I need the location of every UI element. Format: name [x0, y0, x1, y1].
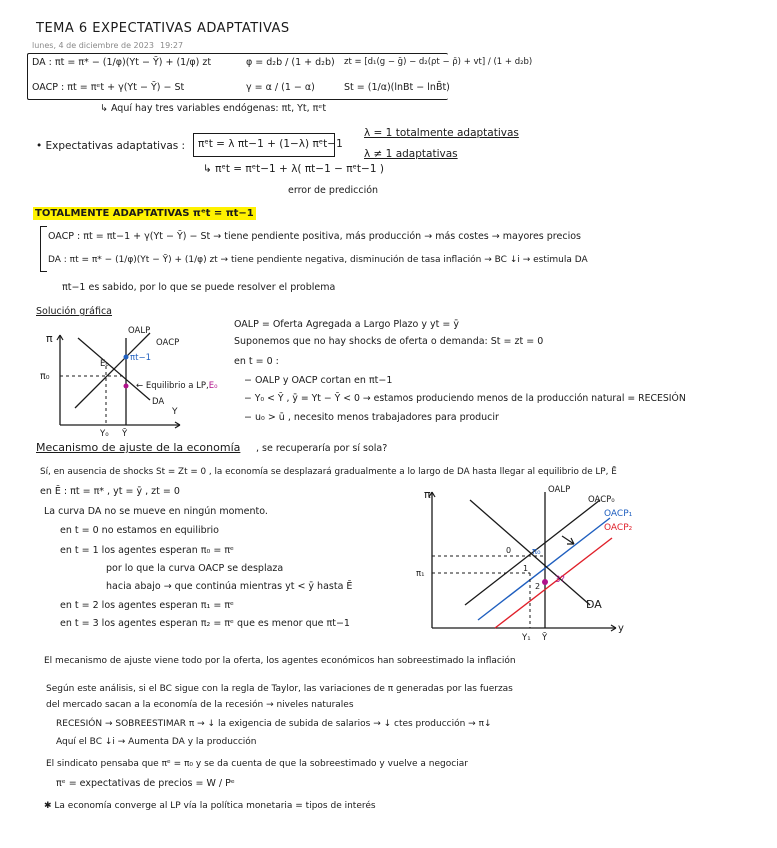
mechanism-t1c: hacia abajo → que continúa mientras yt < ȳ hasta Ē: [106, 581, 353, 592]
graph1-oacp-label: OACP: [156, 338, 180, 348]
da-equation: DA : πt = π* − (1/φ)(Yt − Ȳ) + (1/φ) zt: [32, 57, 212, 68]
graph2-da-line: [470, 500, 590, 605]
s-definition: St = (1/α)(lnBt − lnB̄t): [344, 82, 450, 93]
lambda-not-one: λ ≠ 1 adaptativas: [364, 148, 458, 160]
expectations-rewrite: ↳ πᵉt = πᵉt−1 + λ( πt−1 − πᵉt−1 ): [203, 163, 384, 175]
conclusion-2: Según este análisis, si el BC sigue con la regla de Taylor, las variaciones de π generadas por las fuerzas: [46, 684, 513, 694]
bullet-recession: − Y₀ < Ȳ , ȳ = Yt − Ȳ < 0 → estamos produciendo menos de la producción natural = RECESIÓN: [244, 393, 686, 404]
graph2-ybar-label: Ȳ: [542, 633, 548, 643]
graph1-equilibrium-label: ← Equilibrio a LP,E₀: [136, 381, 218, 391]
graph1-e0-label: E₀: [100, 359, 109, 369]
lambda-one: λ = 1 totalmente adaptativas: [364, 127, 519, 139]
page-title: TEMA 6 EXPECTATIVAS ADAPTATIVAS: [36, 21, 290, 36]
mechanism-t2: en t = 2 los agentes esperan π₁ = πᵉ: [60, 600, 234, 611]
graph2-oacp2-label: OACP₂: [604, 523, 633, 533]
graph2-shift-arrow: [562, 536, 574, 544]
graph1-pi-label: π: [46, 332, 53, 345]
graph2-point3-label: 3?: [555, 575, 565, 585]
oacp-equation: OACP : πt = πᵉt + γ(Yt − Ȳ) − St: [32, 82, 185, 93]
graph2-oacp2-line: [495, 538, 612, 628]
t0-label: en t = 0 :: [234, 356, 279, 367]
conclusion-4: RECESIÓN → SOBREESTIMAR π → ↓ la exigencia de subida de salarios → ↓ ctes producción → π↓: [56, 719, 492, 729]
phi-definition: φ = d₂b / (1 + d₂b): [246, 57, 335, 68]
graph2-pi1-label: π₁: [416, 569, 425, 579]
mechanism-t1b: por lo que la curva OACP se desplaza: [106, 563, 284, 574]
graph2-y1-label: Y₁: [522, 633, 531, 643]
mechanism-line2: en Ē : πt = π* , yt = ȳ , zt = 0: [40, 486, 180, 497]
graph1-pit1-label: πt−1: [130, 353, 151, 363]
graph2-point2-label: 2: [535, 582, 541, 591]
graph2-pi0-label: π₀: [532, 547, 541, 557]
graph1-da-label: DA: [152, 397, 165, 407]
mechanism-t3: en t = 3 los agentes esperan π₂ = πᵉ que es menor que πt−1: [60, 618, 350, 629]
da-slope-text: DA : πt = π* − (1/φ)(Yt − Ȳ) + (1/φ) zt → tiene pendiente negativa, disminución de tasa inflación → BC ↓i → estimula DA: [48, 255, 588, 265]
conclusion-1: El mecanismo de ajuste viene todo por la oferta, los agentes económicos han sobreestimado la inflación: [44, 656, 516, 666]
z-definition: zt = [d₁(g − ḡ) − d₂(ρt − ρ̄) + vt] / (1 + d₂b): [344, 57, 533, 67]
graph2-point0-label: 0: [506, 546, 512, 555]
oalp-definition: OALP = Oferta Agregada a Largo Plazo y yt = ȳ: [234, 319, 459, 330]
conclusion-5: Aquí el BC ↓i → Aumenta DA y la producción: [56, 737, 257, 747]
mechanism-question: , se recuperaría por sí sola?: [256, 443, 388, 454]
page-time: 19:27: [160, 41, 184, 50]
conclusion-3: del mercado sacan a la economía de la recesión → niveles naturales: [46, 700, 354, 710]
graph2-point1-label: 1: [523, 564, 529, 573]
graph1-ybar-label: Ȳ: [122, 429, 128, 439]
gamma-definition: γ = α / (1 − α): [246, 82, 315, 93]
graph1-pit1-point: [124, 355, 129, 360]
graph2-point-3: [542, 579, 548, 585]
known-inflation-note: πt−1 es sabido, por lo que se puede resolver el problema: [62, 282, 336, 293]
mechanism-t1: en t = 1 los agentes esperan π₀ = πᵉ: [60, 545, 234, 556]
graph1-pi0-label: π₀: [40, 371, 50, 382]
graph1-y-label: Y: [172, 407, 178, 417]
expectations-formula: πᵉt = λ πt−1 + (1−λ) πᵉt−1: [198, 138, 343, 150]
conclusion-8: ✱ La economía converge al LP vía la política monetaria = tipos de interés: [44, 801, 376, 811]
conclusion-6: El sindicato pensaba que πᵉ = π₀ y se da cuenta de que la sobreestimado y vuelve a negociar: [46, 759, 468, 769]
no-shocks-assumption: Suponemos que no hay shocks de oferta o demanda: St = zt = 0: [234, 336, 544, 347]
graph2-pi-label: π: [424, 488, 431, 501]
oacp-slope-text: OACP : πt = πt−1 + γ(Yt − Ȳ) − St → tiene pendiente positiva, más producción → más costes → mayores precios: [48, 231, 581, 242]
mechanism-t0: en t = 0 no estamos en equilibrio: [60, 525, 219, 536]
mechanism-line3: La curva DA no se mueve en ningún momento.: [44, 506, 268, 517]
bullet-unemployment: − u₀ > ū , necesito menos trabajadores para producir: [244, 412, 499, 423]
graph2-oacp0-label: OACP₀: [588, 495, 615, 505]
expectations-label: • Expectativas adaptativas :: [36, 140, 186, 152]
graph2-oalp-label: OALP: [548, 485, 571, 495]
totally-adaptive-heading: TOTALMENTE ADAPTATIVAS πᵉt = πt−1: [35, 208, 254, 219]
page-date: lunes, 4 de diciembre de 2023: [32, 41, 154, 50]
conclusion-7: πᵉ = expectativas de precios = W / Pᵉ: [56, 778, 235, 789]
graph2-y-label: y: [618, 623, 624, 634]
graphic-solution-heading: Solución gráfica: [36, 306, 113, 317]
graph1-oalp-label: OALP: [128, 326, 151, 336]
bullet-curves-cross: − OALP y OACP cortan en πt−1: [244, 375, 393, 386]
endogenous-note: ↳ Aquí hay tres variables endógenas: πt, Yt, πᵉt: [100, 103, 327, 114]
graph2-da-label: DA: [586, 598, 602, 611]
graph1-e0-point: [124, 384, 129, 389]
mechanism-heading: Mecanismo de ajuste de la economía: [36, 441, 241, 454]
graph2-oacp1-label: OACP₁: [604, 509, 633, 519]
mechanism-line1: Sí, en ausencia de shocks St = Zt = 0 , la economía se desplazará gradualmente a lo largo de DA hasta llegar al equilibrio de LP, Ē: [40, 467, 617, 477]
graph1-y0-label: Y₀: [100, 429, 109, 439]
prediction-error-label: error de predicción: [288, 185, 379, 196]
